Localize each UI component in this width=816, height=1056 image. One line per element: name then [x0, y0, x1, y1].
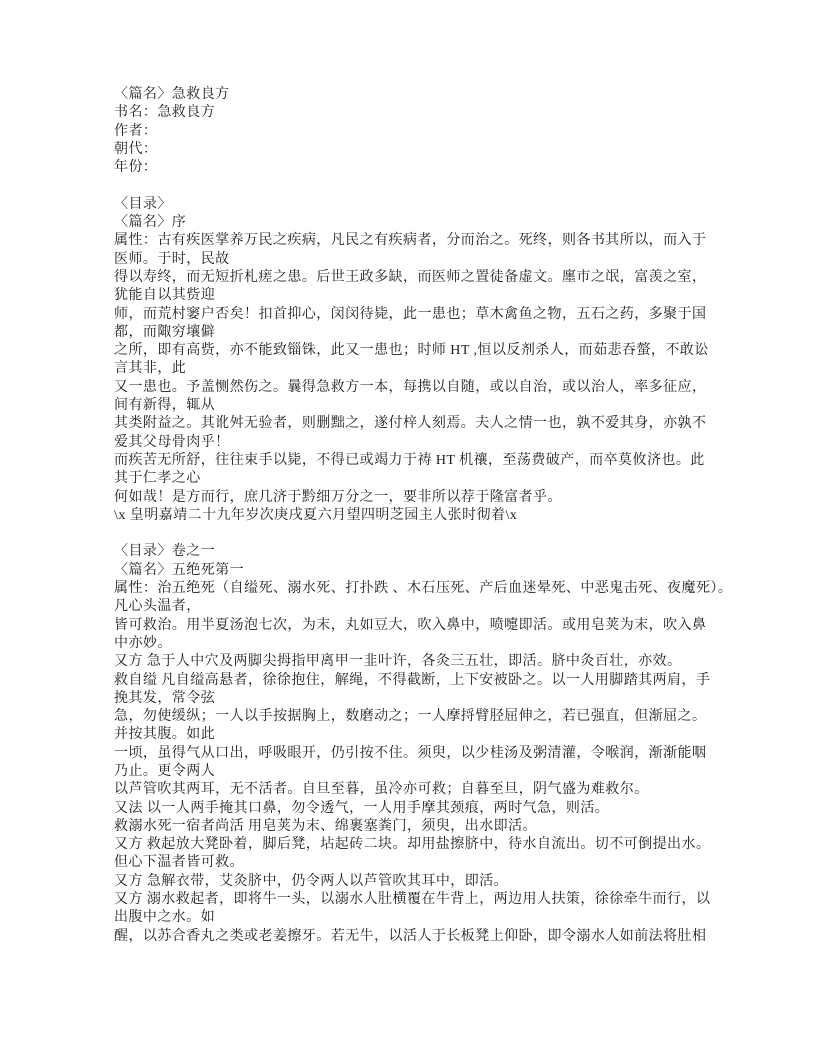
text-line: 年份： — [114, 160, 158, 176]
text-line: 又法 以一人两手掩其口鼻，勿令透气，一人用手摩其颈痕，两时气急，则活。 — [114, 800, 610, 816]
text-line: 属性：古有疾医掌养万民之疾病，凡民之有疾病者，分而治之。死终，则各书其所以，而入于 — [114, 233, 707, 249]
text-line: 凡心头温者， — [114, 599, 201, 615]
text-line: 其类附益之。其讹舛无验者，则删黜之，遂付梓人刻焉。夫人之情一也，孰不爱其身，亦孰不 — [114, 416, 707, 432]
text-line: 爱其父母骨肉乎！ — [114, 434, 230, 450]
text-line: 〈篇名〉序 — [114, 215, 187, 231]
text-line: 得以寿终，而无短折札瘥之患。后世王政多缺，而医师之置徒备虚文。廛市之氓，富羡之室， — [114, 269, 707, 285]
text-line: 又方 溺水救起者，即将牛一头，以溺水人肚横覆在牛背上，两边用人扶策，徐徐牵牛而行，以 — [114, 892, 711, 908]
text-line — [114, 525, 720, 543]
text-line: 但心下温者皆可救。 — [114, 855, 245, 871]
text-line: 书名：急救良方 — [114, 105, 216, 121]
text-line: 都，而陬穷壤僻 — [114, 324, 216, 340]
text-line: 何如哉！是方而行，庶几济于黔细万分之一，要非所以荐于隆富者乎。 — [114, 489, 562, 505]
text-line: 朝代： — [114, 141, 158, 157]
text-line: 其于仁孝之心 — [114, 471, 201, 487]
text-line: 又方 救起放大凳卧着，脚后凳，坫起砖二块。却用盐擦脐中，待水自流出。切不可倒提出水。 — [114, 837, 711, 853]
text-line: 一顷，虽得气从口出，呼吸眼开，仍引按不住。须臾，以少桂汤及粥清灌，令喉润，渐渐能咽 — [114, 745, 707, 761]
text-line: 师，而荒村窭户否矣！扣首抑心，闵闵待毙，此一患也；草木禽鱼之物，五石之药，多聚于国 — [114, 306, 707, 322]
text-line: 言其非，此 — [114, 361, 187, 377]
text-line: 医师。于时，民故 — [114, 251, 230, 267]
text-line: 中亦妙。 — [114, 635, 172, 651]
text-line: 皆可救治。用半夏汤泡七次，为末，丸如豆大，吹入鼻中，喷嚏即活。或用皂荚为末，吹入鼻 — [114, 617, 707, 633]
text-line: 急，勿使缓纵；一人以手按据胸上，数磨动之；一人摩捋臂胫屈伸之，若已强直，但渐屈之。 — [114, 709, 707, 725]
text-content — [114, 86, 733, 946]
text-line: 又方 急解衣带，艾灸脐中，仍令两人以芦管吹其耳中，即活。 — [114, 873, 509, 889]
text-line: 间有新得，辄从 — [114, 398, 216, 414]
text-line: 又一患也。予盖恻然伤之。曩得急救方一本，每携以自随，或以自治，或以治人，率多征应， — [114, 379, 707, 395]
text-line: 之所，即有高赀，亦不能致锱铢，此又一患也；时师 HT ,恒以反剂杀人，而茹悲吞螫，不敢讼 — [114, 343, 709, 359]
text-line: 又方 急于人中穴及两脚尖拇指甲离甲一韭叶许，各灸三五壮，即活。脐中灸百壮，亦效。 — [114, 654, 682, 670]
text-line: 救溺水死一宿者尚活 用皂荚为末、绵裹塞粪门，须臾，出水即活。 — [114, 818, 537, 834]
text-line: 醒，以苏合香丸之类或老姜擦牙。若无牛，以活人于长板凳上仰卧，即令溺水人如前法将肚相 — [114, 928, 707, 944]
text-line: 而疾苦无所舒，往往束手以毙，不得已或竭力于祷 HT 机禳，至荡费破产，而卒莫攸济也。此 — [114, 452, 705, 468]
text-line: 属性：治五绝死（自缢死、溺水死、打扑跌 、木石压死、产后血迷晕死、中恶鬼击死、夜魔死）。 — [114, 581, 733, 597]
text-line — [114, 177, 720, 195]
text-line: 〈目录〉 — [114, 196, 172, 212]
text-line: 挽其发，常令弦 — [114, 690, 216, 706]
text-line: 〈篇名〉五绝死第一 — [114, 562, 245, 578]
text-line: 救自缢 凡自缢高悬者，徐徐抱住，解绳，不得截断，上下安被卧之。以一人用脚踏其两肩，手 — [114, 672, 711, 688]
text-line: 〈篇名〉急救良方 — [114, 87, 230, 102]
text-line: 出腹中之水。如 — [114, 910, 216, 926]
text-line: 〈目录〉卷之一 — [114, 544, 216, 560]
text-line: 作者： — [114, 123, 158, 139]
text-line: 犹能自以其赀迎 — [114, 288, 216, 304]
text-line: 以芦管吹其两耳，无不活者。自旦至暮，虽冷亦可救；自暮至旦，阴气盛为难救尔。 — [114, 782, 649, 798]
text-line: 乃止。更令两人 — [114, 763, 216, 779]
text-line: 并按其腹。如此 — [114, 727, 216, 743]
text-line: \x 皇明嘉靖二十九年岁次庚戌夏六月望四明芝园主人张时彻着\x — [114, 507, 518, 523]
